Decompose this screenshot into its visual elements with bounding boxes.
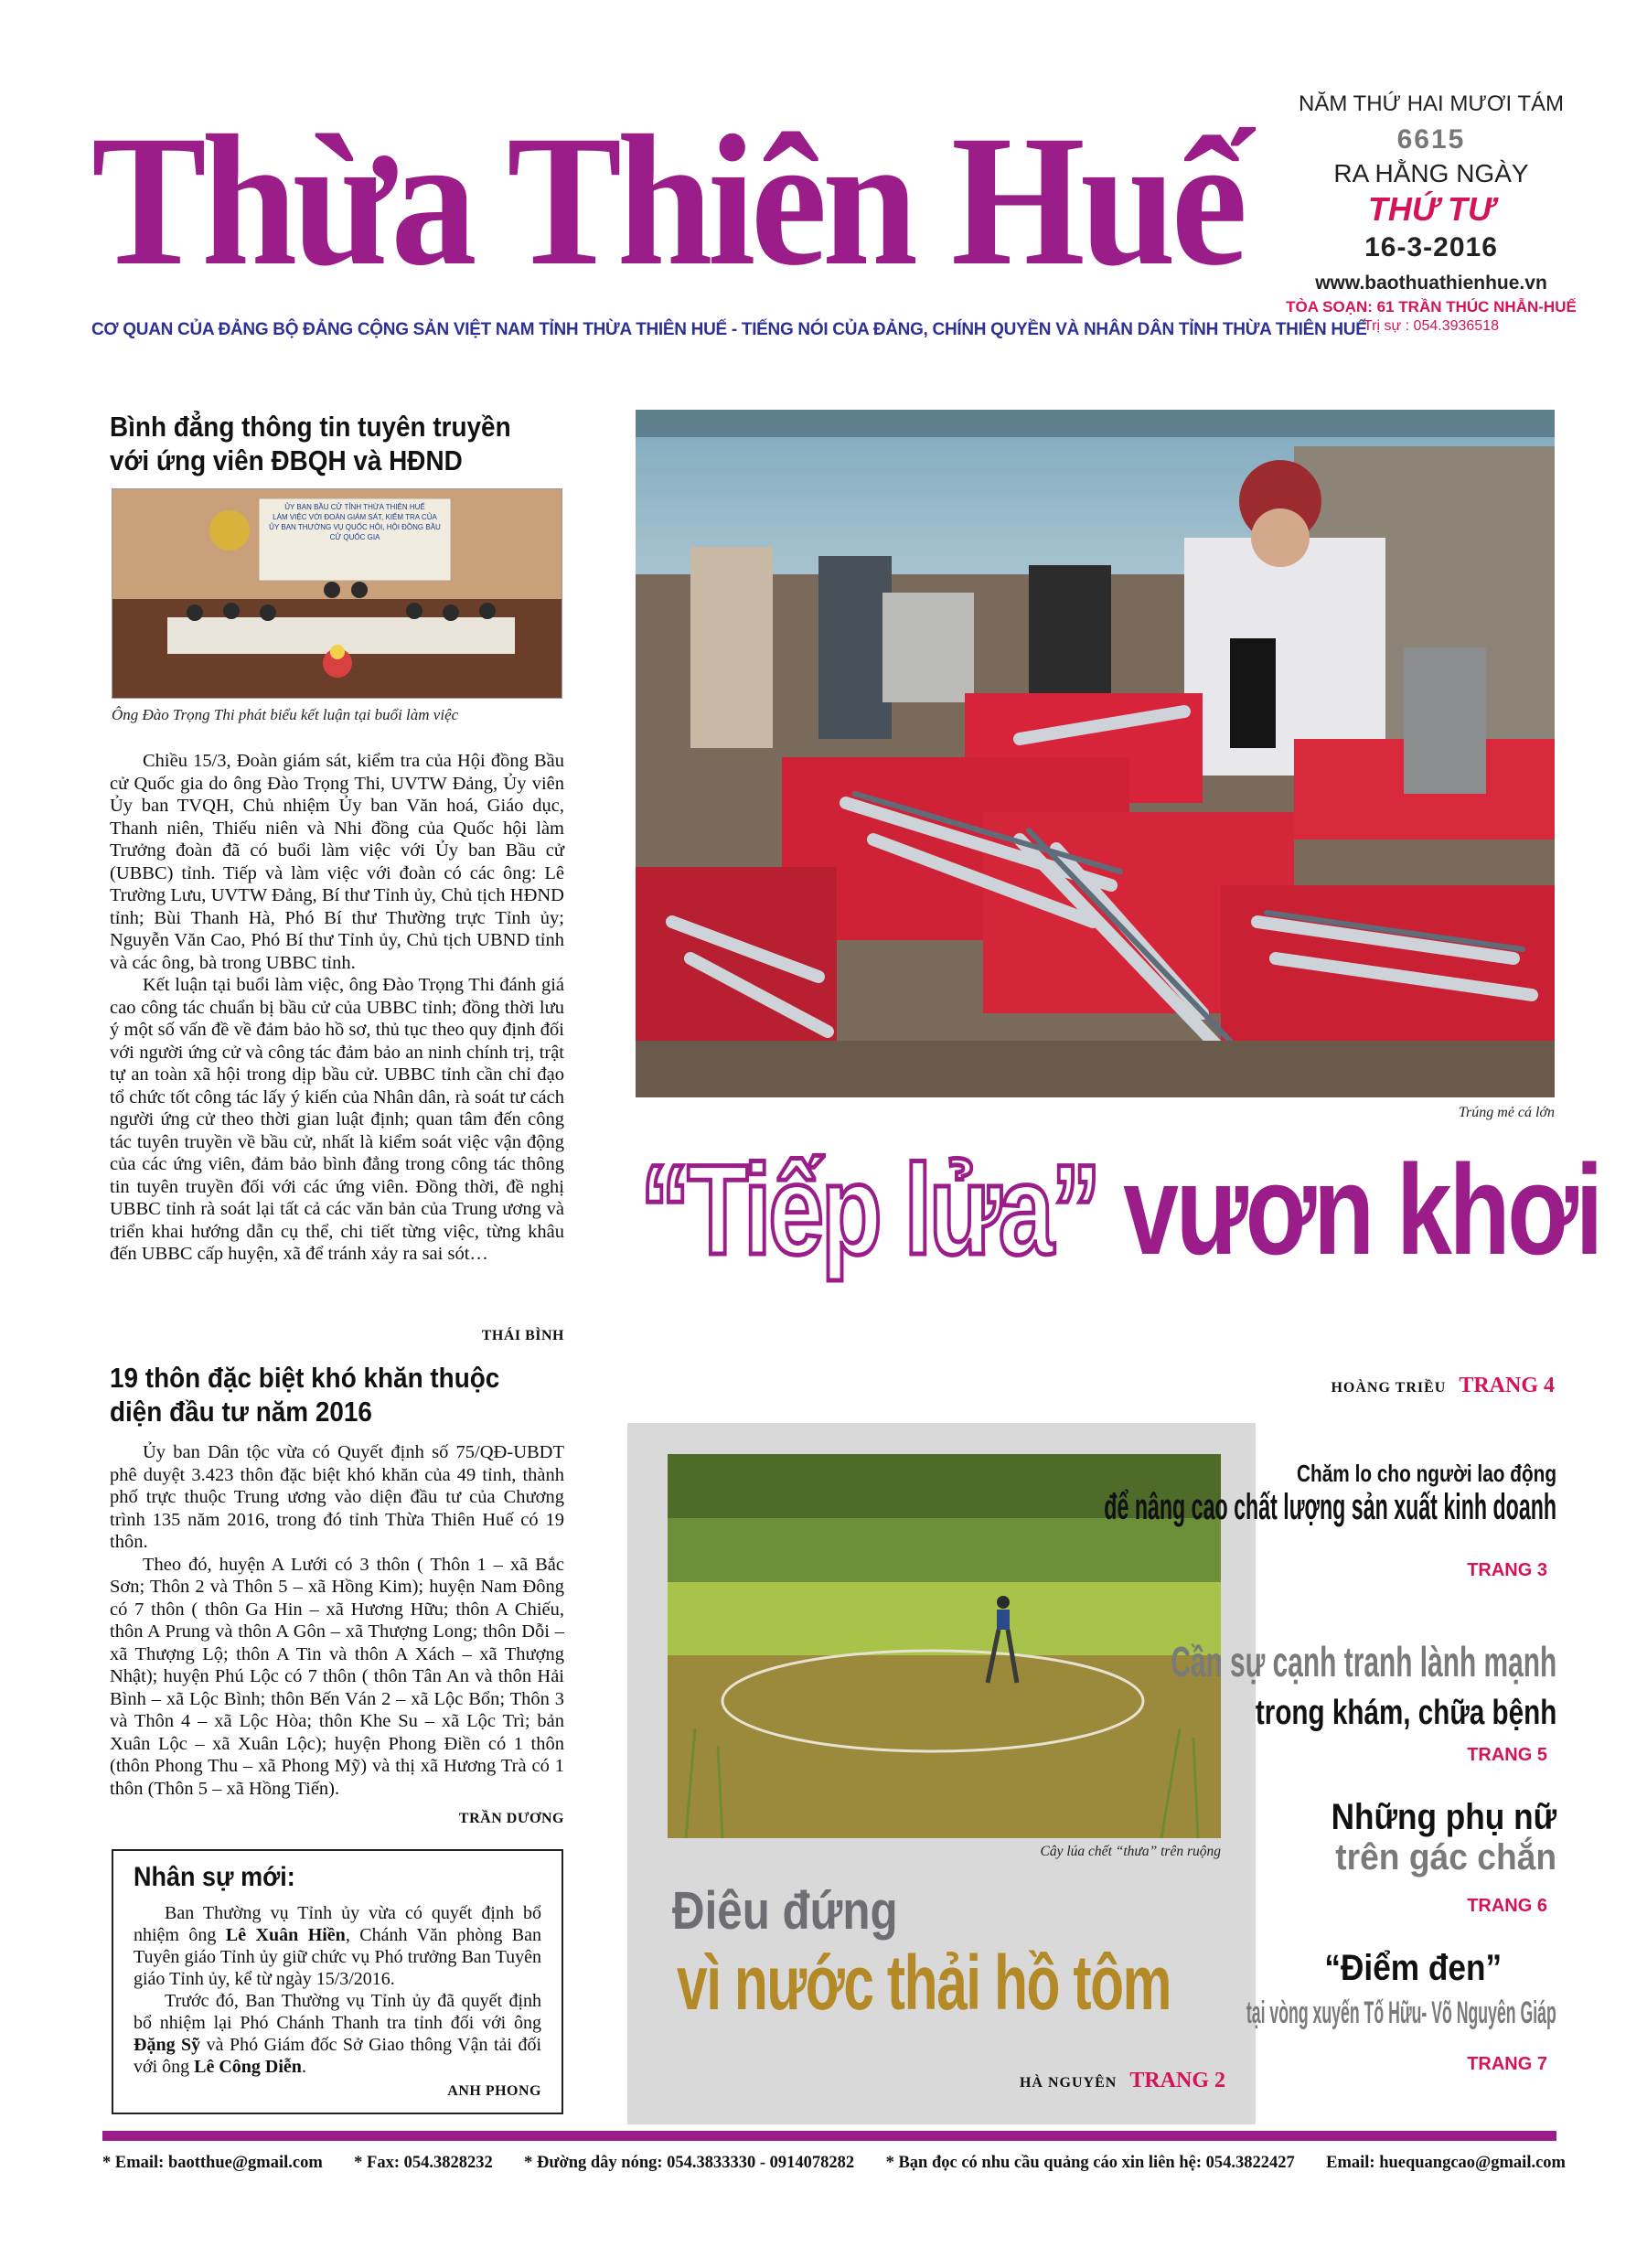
notice-paragraph xyxy=(134,1902,541,1990)
article2-paragraph: Ủy ban Dân tộc vừa có Quyết định số 75/QĐ-UBDT phê duyệt 3.423 thôn đặc biệt khó khăn của 49 tỉnh, thành phố trực thuộc Trung ương vào diện đầu tư của Chương trình 135 năm 2016, trong đó tỉnh Thừa Thiên Huế có 19 thôn. xyxy=(110,1442,564,1552)
feature-headline-line1[interactable]: Điêu đứng xyxy=(672,1881,898,1941)
article1-paragraph: Kết luận tại buổi làm việc, ông Đào Trọng Thi đánh giá cao công tác chuẩn bị bầu cử của UBBC tỉnh; đồng thời lưu ý một số vấn đề về đảm bảo hồ sơ, thủ tục theo quy định đối với người ứng cử và công tác đảm bảo an ninh chính trị, trật tự an toàn xã hội trong dịp bầu cử. UBBC tỉnh cần chỉ đạo tổ chức tốt công tác lấy ý kiến của Nhân dân, rà soát tư cách người ứng cử theo thời gian luật định; quan tâm đến công tác tuyên truyền về bầu cử, nhất là kiểm soát việc vận động của các ứng viên, đảm bảo bình đẳng trong công tác thông tin tuyên truyền đối với các ứng viên. Đồng thời, đề nghị UBBC tỉnh rà soát lại tất cả các văn bản của Trung ương và triển khai hướng dẫn cụ thể, chi tiết từng việc, từng khâu đến UBBC cấp huyện, xã để tránh xảy ra sai sót… xyxy=(110,975,564,1264)
article2-paragraph: Theo đó, huyện A Lưới có 3 thôn ( Thôn 1 – xã Bắc Sơn; Thôn 2 và Thôn 5 – xã Hồng Kim); huyện Nam Đông có 7 thôn ( thôn Ga Hin – xã Hương Hữu; thôn A Chiếu, thôn A Prung và thôn A Gôn – xã Thượng Long; thôn Dỗi – xã Thượng Lộ; thôn A Tin và thôn A Xách – xã Thượng Nhật); huyện Phú Lộc có 7 thôn ( thôn Tân An và thôn Hải Bình – xã Lộc Bình; thôn Bến Ván 2 – xã Lộc Bổn; Thôn 3 và Thôn 4 – xã Lộc Hòa; thôn Khe Su – xã Lộc Trì; bản Xuân Lộc – xã Xuân Lộc); huyện Phong Điền có 1 thôn (thôn Phong Thu – xã Phong Mỹ) và thị xã Hương Trà có 1 thôn (Thôn 5 – xã Hồng Tiến). xyxy=(110,1554,564,1799)
appointee-name: Đặng Sỹ xyxy=(134,2035,201,2055)
teaser-item[interactable] xyxy=(1262,1797,1556,1925)
fish-market-photo xyxy=(636,410,1555,1097)
teaser-line1: “Điểm đen” xyxy=(1324,1948,1502,1988)
article1-photo xyxy=(112,488,562,699)
notice-box xyxy=(112,1849,563,2114)
teaser-line2: để nâng cao chất lượng sản xuất kinh doanh xyxy=(1104,1487,1556,1527)
article1-photo-caption: Ông Đào Trọng Thi phát biểu kết luận tại buổi làm việc xyxy=(112,706,459,723)
footer-contacts xyxy=(102,2154,1566,2173)
office-address: TÒA SOẠN: 61 TRẦN THÚC NHẪN-HUẾ xyxy=(1286,298,1577,316)
article2-author: TRẦN DƯƠNG xyxy=(458,1811,564,1826)
notice-text: Trước đó, Ban Thường vụ Tỉnh ủy đã quyết định bổ nhiệm lại Phó Chánh Thanh tra tỉnh đối với ông xyxy=(134,1991,541,2033)
footer-rule xyxy=(102,2131,1556,2141)
footer-ads-email[interactable]: Email: huequangcao@gmail.com xyxy=(1326,2154,1566,2172)
article1-body xyxy=(110,750,564,1266)
footer-hotline: * Đường dây nóng: 054.3833330 - 0914078282 xyxy=(524,2154,855,2172)
website-link[interactable]: www.baothuathienhue.vn xyxy=(1315,273,1547,294)
notice-body xyxy=(134,1902,541,2078)
feature-byline-row xyxy=(942,2069,1225,2093)
lead-page-link[interactable]: TRANG 4 xyxy=(1459,1374,1555,1397)
office-phone: Trị sự : 054.3936518 xyxy=(1364,318,1499,334)
footer-fax: * Fax: 054.3828232 xyxy=(354,2154,493,2172)
teaser-page[interactable]: TRANG 7 xyxy=(1467,2054,1547,2074)
teaser-item[interactable] xyxy=(1246,1948,1556,2085)
lead-byline: HOÀNG TRIỀU xyxy=(1331,1380,1447,1396)
appointee-name: Lê Xuân Hiền xyxy=(225,1925,346,1945)
article2-body xyxy=(110,1441,564,1800)
teaser-item[interactable] xyxy=(1104,1460,1556,1642)
feature-byline: HÀ NGUYÊN xyxy=(1019,2075,1118,2091)
footer-ads: * Bạn đọc có nhu cầu quảng cáo xin liên hệ: 054.3822427 xyxy=(885,2154,1295,2172)
article1-paragraph: Chiều 15/3, Đoàn giám sát, kiểm tra của Hội đồng Bầu cử Quốc gia do ông Đào Trọng Thi, UVTW Đảng, Ủy viên Ủy ban TVQH, Chủ nhiệm Ủy ban Văn hoá, Giáo dục, Thanh niên, Thiếu niên và Nhi đồng của Quốc hội làm Trưởng đoàn đã có buổi làm việc với Ủy ban Bầu cử (UBBC) tỉnh. Tiếp và làm việc với đoàn có các ông: Lê Trường Lưu, UVTW Đảng, Bí thư Tỉnh ủy, Chủ tịch HĐND tỉnh; Bùi Thanh Hà, Phó Bí thư Thường trực Tỉnh ủy; Nguyễn Văn Cao, Phó Bí thư Tỉnh ủy, Chủ tịch UBND tỉnh và các ông, bà trong UBBC tỉnh. xyxy=(110,751,564,973)
teaser-page[interactable]: TRANG 5 xyxy=(1467,1745,1547,1765)
feature-headline-line2[interactable]: vì nước thải hồ tôm xyxy=(677,1940,1171,2026)
meeting-banner-text: ỦY BAN BẦU CỬ TỈNH THỪA THIÊN HUẾ LÀM VIỆC VỚI ĐOÀN GIÁM SÁT, KIỂM TRA CỦA ỦY BAN THƯỜNG VỤ QUỐC HỘI, HỘI ĐỒNG BẦU CỬ QUỐC GIA xyxy=(269,503,441,541)
article2-headline[interactable]: 19 thôn đặc biệt khó khăn thuộc diện đầu tư năm 2016 xyxy=(110,1362,500,1428)
teaser-page[interactable]: TRANG 3 xyxy=(1467,1560,1547,1580)
notice-text: và Phó Giám đốc Sở Giao thông Vận tải đối với ông xyxy=(134,2035,541,2077)
lead-byline-row xyxy=(1289,1374,1555,1398)
notice-paragraph xyxy=(134,1990,541,2078)
notice-text: Ban Thường vụ Tỉnh ủy vừa có quyết định bổ nhiệm ông xyxy=(134,1903,541,1945)
notice-author: ANH PHONG xyxy=(447,2083,541,2099)
masthead-title: Thừa Thiên Huế xyxy=(91,97,1243,305)
feature-page-link[interactable]: TRANG 2 xyxy=(1129,2069,1225,2092)
lead-photo-caption: Trúng mẻ cá lớn xyxy=(1459,1105,1555,1120)
lead-headline[interactable] xyxy=(640,1138,1601,1281)
teaser-line1: Những phụ nữ xyxy=(1331,1797,1556,1837)
frequency-label: RA HẰNG NGÀY xyxy=(1333,159,1529,187)
feature-photo-caption: Cây lúa chết “thưa” trên ruộng xyxy=(1040,1844,1221,1859)
footer-email[interactable]: * Email: baotthue@gmail.com xyxy=(102,2154,323,2172)
lead-headline-rest: vươn khơi xyxy=(1123,1138,1601,1281)
lead-photo xyxy=(636,410,1555,1097)
teaser-line1: Cần sự cạnh tranh lành mạnh xyxy=(1170,1638,1556,1685)
teaser-line2: tại vòng xuyến Tố Hữu- Võ Nguyên Giáp xyxy=(1246,1995,1556,2030)
issue-date: 16-3-2016 xyxy=(1364,232,1498,262)
appointee-name: Lê Công Diễn xyxy=(194,2057,302,2077)
article1-headline[interactable]: Bình đẳng thông tin tuyên truyền với ứng viên ĐBQH và HĐND xyxy=(110,411,511,476)
notice-text: . xyxy=(301,2057,306,2077)
teaser-page[interactable]: TRANG 6 xyxy=(1467,1896,1547,1916)
teaser-line1: Chăm lo cho người lao động xyxy=(1296,1460,1556,1487)
notice-title: Nhân sự mới: xyxy=(134,1862,295,1892)
masthead-tagline: CƠ QUAN CỦA ĐẢNG BỘ ĐẢNG CỘNG SẢN VIỆT NAM TỈNH THỪA THIÊN HUẾ - TIẾNG NÓI CỦA ĐẢNG, CHÍNH QUYỀN VÀ NHÂN DÂN TỈNH THỪA THIÊN HUẾ xyxy=(91,320,1367,339)
issue-number: 6615 xyxy=(1396,124,1466,155)
teaser-line2: trong khám, chữa bệnh xyxy=(1255,1694,1556,1732)
article1-author: THÁI BÌNH xyxy=(481,1328,564,1343)
notice-text: , Chánh Văn phòng Ban Tuyên giáo Tỉnh ủy giữ chức vụ Phó trưởng Ban Tuyên giáo Tỉnh ủy, kể từ ngày 15/3/2016. xyxy=(134,1925,541,1989)
masthead-info xyxy=(1276,91,1587,335)
teaser-line2: trên gác chắn xyxy=(1335,1837,1556,1878)
year-label: NĂM THỨ HAI MƯƠI TÁM xyxy=(1298,91,1565,116)
lead-headline-quoted: “Tiếp lửa” xyxy=(640,1138,1098,1281)
teaser-item[interactable] xyxy=(1170,1637,1556,1774)
weekday-label: THỨ TƯ xyxy=(1367,190,1495,228)
